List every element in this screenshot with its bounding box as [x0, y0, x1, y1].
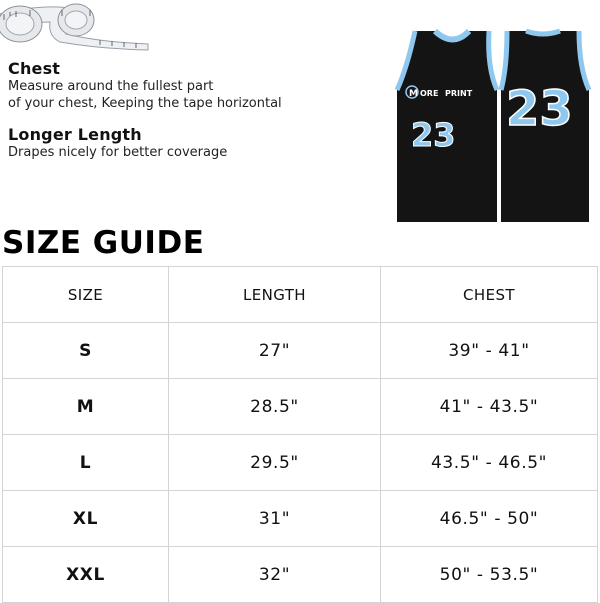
- table-row: [3, 323, 598, 379]
- length-cell: 29.5": [169, 435, 381, 491]
- size-guide-table: [2, 266, 598, 603]
- table-row: [3, 435, 598, 491]
- length-heading: Longer Length: [8, 125, 142, 144]
- size-cell: XL: [3, 491, 169, 547]
- table-header-row: [3, 267, 598, 323]
- length-cell: 28.5": [169, 379, 381, 435]
- jersey-front-number: 23: [411, 116, 456, 154]
- chest-cell: 39" - 41": [381, 323, 598, 379]
- length-cell: 32": [169, 547, 381, 603]
- table-row: [3, 547, 598, 603]
- chest-cell: 46.5" - 50": [381, 491, 598, 547]
- chest-section: [8, 60, 282, 112]
- size-cell: XXL: [3, 547, 169, 603]
- chest-description-line2: of your chest, Keeping the tape horizontal: [8, 96, 282, 111]
- length-cell: 27": [169, 323, 381, 379]
- chest-heading: Chest: [8, 59, 61, 78]
- chest-cell: 41" - 43.5": [381, 379, 598, 435]
- chest-cell: 50" - 53.5": [381, 547, 598, 603]
- size-cell: L: [3, 435, 169, 491]
- jersey-back: [501, 31, 589, 222]
- jersey-back-number: 23: [506, 81, 573, 137]
- measuring-tape-image: [0, 0, 150, 52]
- table-row: [3, 379, 598, 435]
- jersey-brand-ore: ORE: [420, 89, 439, 98]
- length-cell: 31": [169, 491, 381, 547]
- jersey-front: [397, 31, 497, 222]
- length-section: [8, 126, 227, 161]
- table-row: [3, 491, 598, 547]
- size-cell: M: [3, 379, 169, 435]
- jersey-brand-print: PRINT: [445, 89, 473, 98]
- chest-cell: 43.5" - 46.5": [381, 435, 598, 491]
- size-cell: S: [3, 323, 169, 379]
- header-length: LENGTH: [169, 267, 381, 323]
- jersey-product-image: [393, 28, 600, 224]
- header-chest: CHEST: [381, 267, 598, 323]
- length-description: Drapes nicely for better coverage: [8, 145, 228, 160]
- header-size: SIZE: [3, 267, 169, 323]
- jersey-brand-M: M: [409, 89, 418, 99]
- chest-description-line1: Measure around the fullest part: [8, 79, 214, 94]
- size-guide-title: SIZE GUIDE: [2, 225, 205, 261]
